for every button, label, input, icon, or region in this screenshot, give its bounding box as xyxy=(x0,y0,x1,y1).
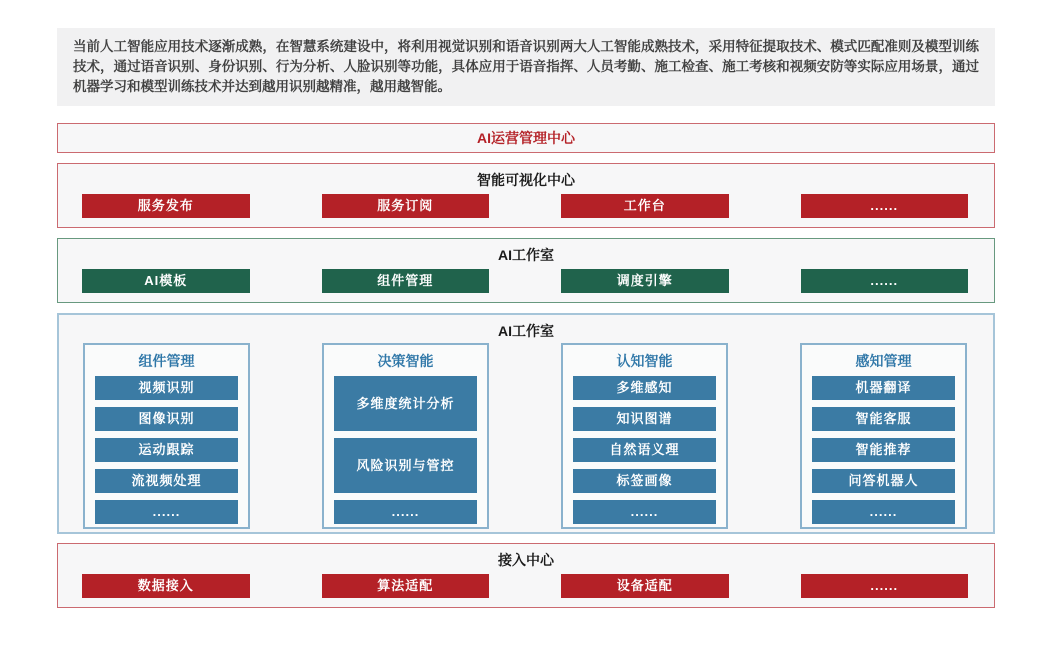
chip-risk-control: 风险识别与管控 xyxy=(334,438,477,493)
workspace-col-component-mgmt xyxy=(83,343,250,529)
col-title: 认知智能 xyxy=(616,353,673,369)
chip-image-recognition: 图像识别 xyxy=(95,407,238,431)
access-center-chip-row xyxy=(58,569,994,598)
chip-machine-translation: 机器翻译 xyxy=(812,376,955,400)
col-title: 决策智能 xyxy=(377,353,434,369)
layer-ai-studio xyxy=(57,238,995,303)
chip-multidim-perception: 多维感知 xyxy=(573,376,716,400)
chip-col4-more: ...... xyxy=(812,500,955,524)
chip-data-access: 数据接入 xyxy=(82,574,250,598)
diagram-root xyxy=(57,28,995,608)
ai-studio-chip-row xyxy=(58,264,994,293)
chip-stream-video-processing: 流视频处理 xyxy=(95,469,238,493)
chip-ai-template: AI模板 xyxy=(82,269,250,293)
ai-workspace-columns xyxy=(59,340,993,529)
chip-motion-tracking: 运动跟踪 xyxy=(95,438,238,462)
chip-component-mgmt: 组件管理 xyxy=(322,269,490,293)
workspace-col-cognitive-intelligence xyxy=(561,343,728,529)
col-items xyxy=(334,376,477,524)
chip-workbench: 工作台 xyxy=(561,194,729,218)
chip-access-more: ...... xyxy=(801,574,969,598)
chip-col3-more: ...... xyxy=(573,500,716,524)
chip-tag-portrait: 标签画像 xyxy=(573,469,716,493)
col-title: 组件管理 xyxy=(138,353,195,369)
col-title: 感知管理 xyxy=(855,353,912,369)
chip-schedule-engine: 调度引擎 xyxy=(561,269,729,293)
layer-visual-center xyxy=(57,163,995,228)
chip-multidim-statistics: 多维度统计分析 xyxy=(334,376,477,431)
chip-algorithm-adaptation: 算法适配 xyxy=(322,574,490,598)
visual-center-title: 智能可视化中心 xyxy=(477,172,575,188)
chip-col2-more: ...... xyxy=(334,500,477,524)
chip-nlp: 自然语义理 xyxy=(573,438,716,462)
ai-workspace-title: AI工作室 xyxy=(498,323,554,339)
chip-knowledge-graph: 知识图谱 xyxy=(573,407,716,431)
chip-smart-recommendation: 智能推荐 xyxy=(812,438,955,462)
chip-qa-robot: 问答机器人 xyxy=(812,469,955,493)
intro-paragraph: 当前人工智能应用技术逐渐成熟，在智慧系统建设中，将利用视觉识别和语音识别两大人工智能成熟技术，采用特征提取技术、模式匹配准则及模型训练技术，通过语音识别、身份识别、行为分析、人脸识别等功能，具体应用于语音指挥、人员考勤、施工检查、施工考核和视频安防等实际应用场景，通过机器学习和模型训练技术并达到越用识别越精准，越用越智能。 xyxy=(57,28,995,106)
ops-center-title: AI运营管理中心 xyxy=(477,130,575,146)
workspace-col-perception-mgmt xyxy=(800,343,967,529)
layer-access-center xyxy=(57,543,995,608)
chip-studio-more: ...... xyxy=(801,269,969,293)
chip-service-publish: 服务发布 xyxy=(82,194,250,218)
visual-center-chip-row xyxy=(58,189,994,218)
layer-ops-center xyxy=(57,123,995,153)
chip-smart-customer-service: 智能客服 xyxy=(812,407,955,431)
chip-service-subscribe: 服务订阅 xyxy=(322,194,490,218)
chip-col1-more: ...... xyxy=(95,500,238,524)
col-items xyxy=(573,376,716,524)
ai-studio-title: AI工作室 xyxy=(498,247,554,263)
col-items xyxy=(95,376,238,524)
chip-visual-more: ...... xyxy=(801,194,969,218)
layer-ai-workspace xyxy=(57,313,995,534)
chip-device-adaptation: 设备适配 xyxy=(561,574,729,598)
workspace-col-decision-intelligence xyxy=(322,343,489,529)
access-center-title: 接入中心 xyxy=(498,552,554,568)
col-items xyxy=(812,376,955,524)
chip-video-recognition: 视频识别 xyxy=(95,376,238,400)
